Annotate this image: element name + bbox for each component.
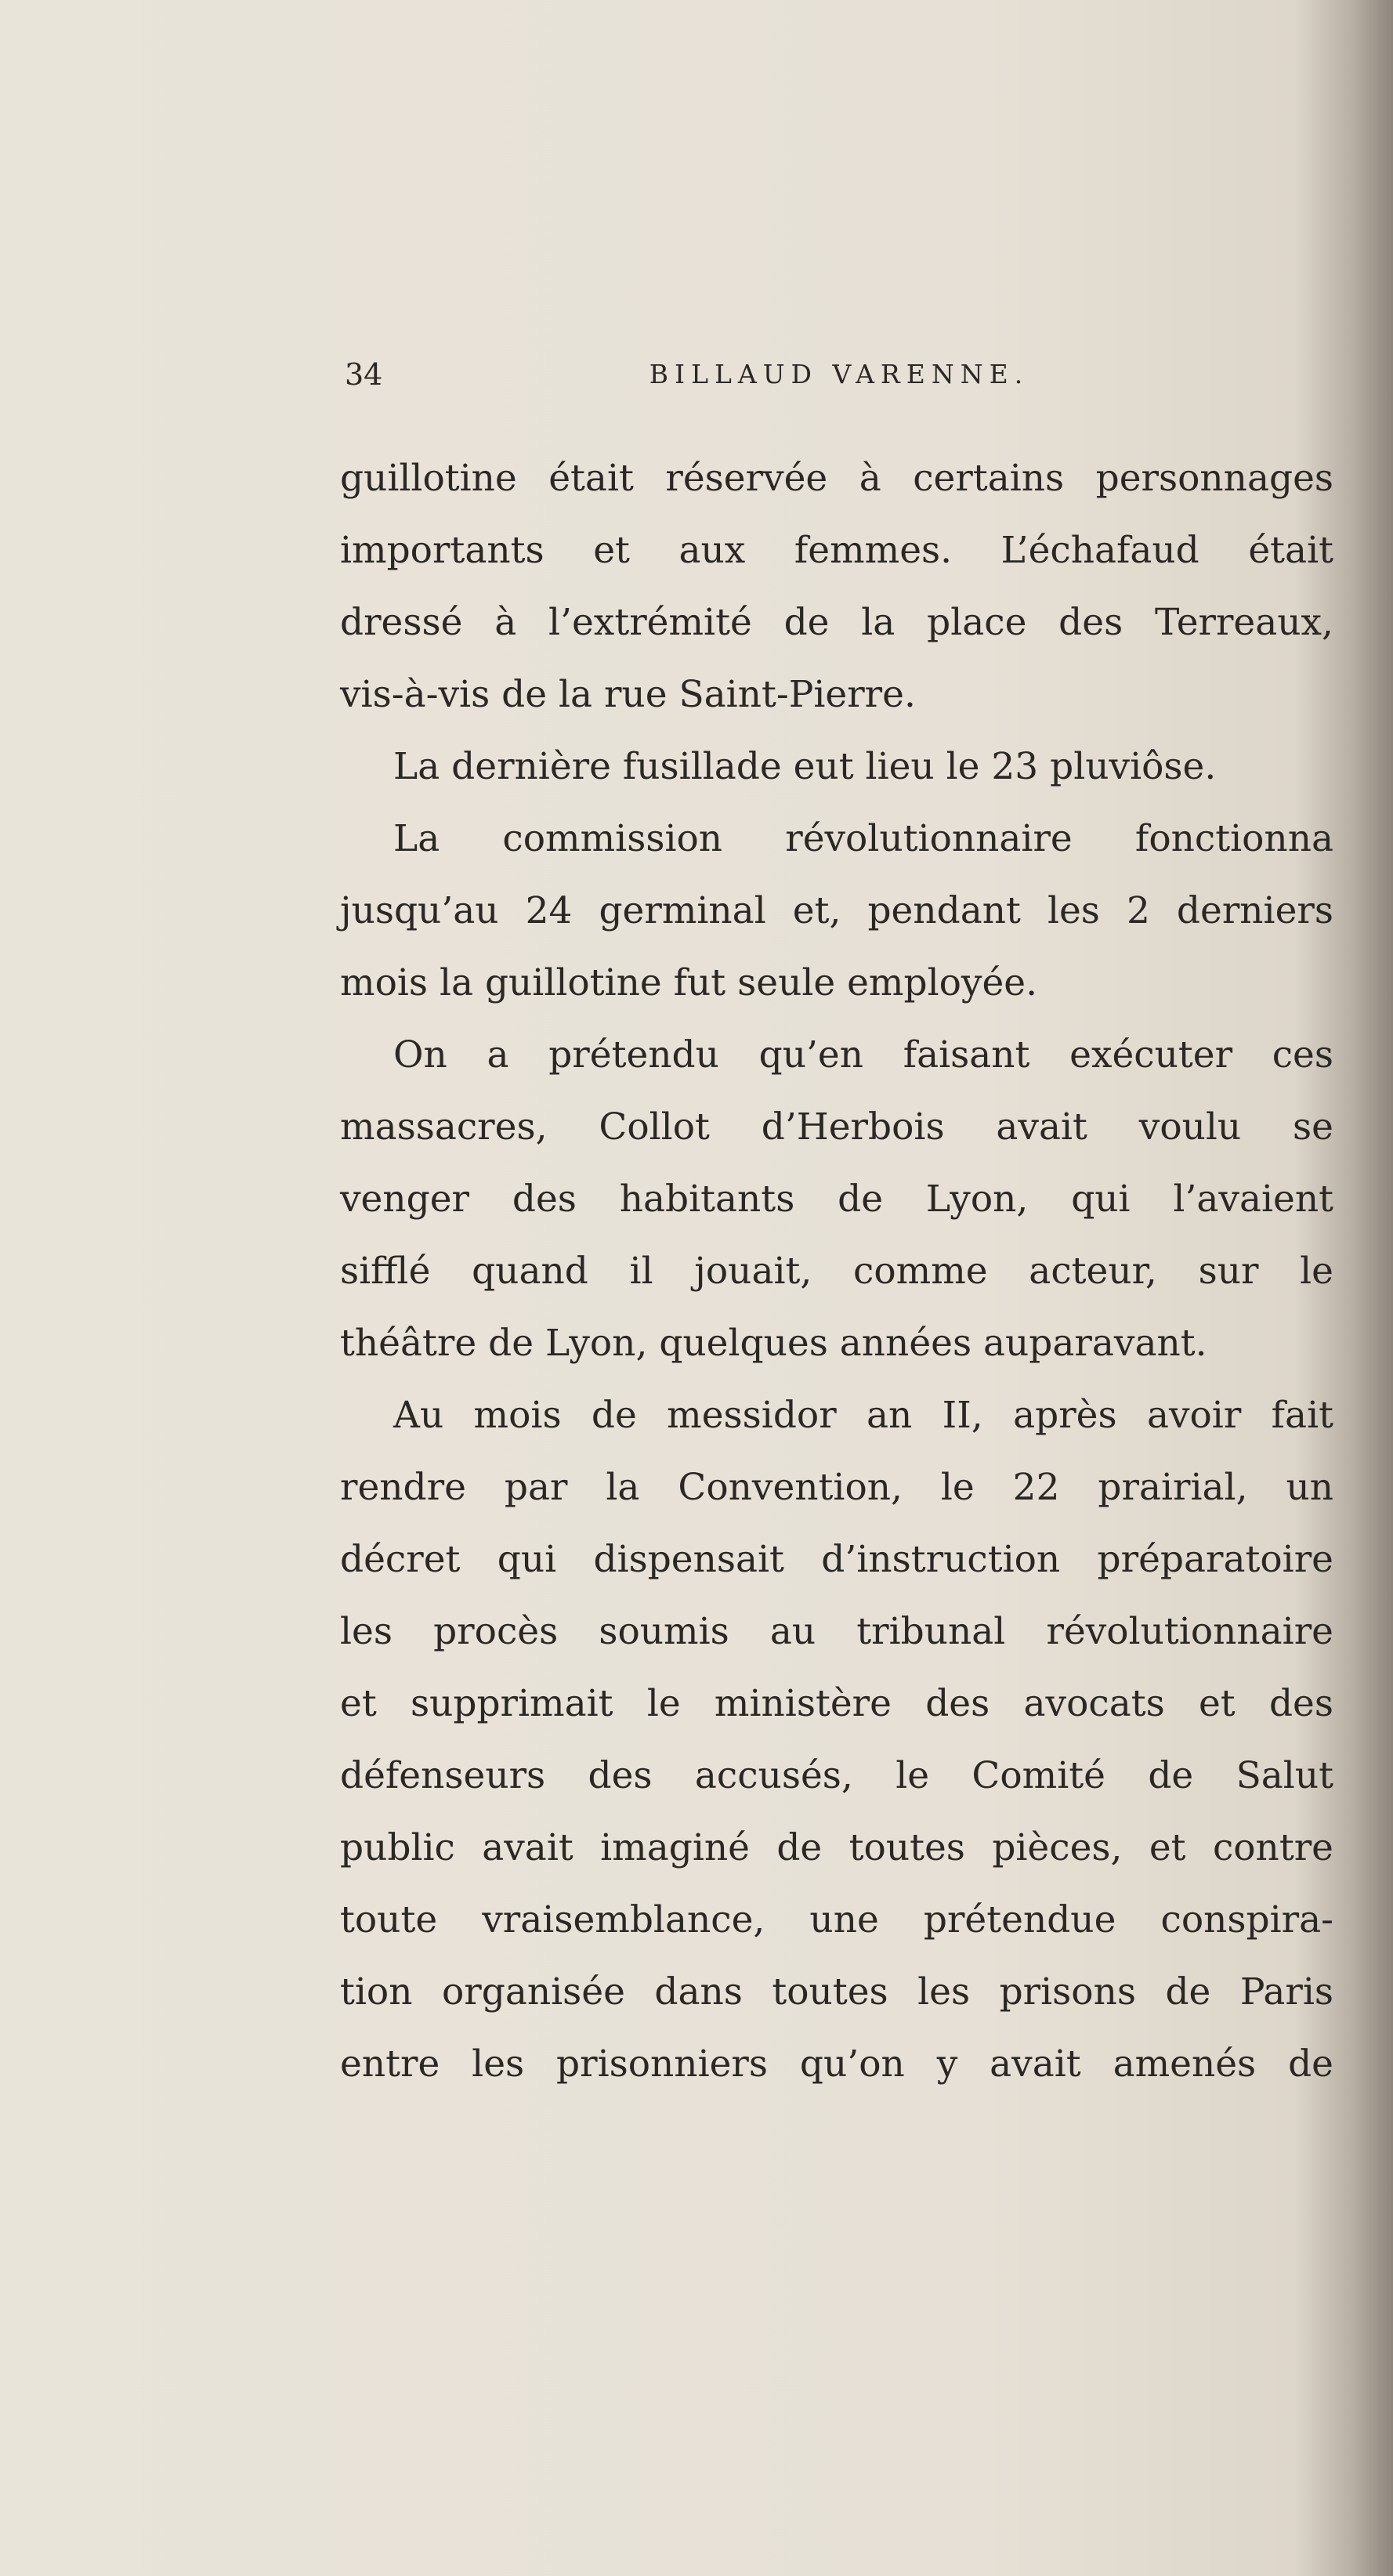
text-line: vis-à-vis de la rue Saint-Pierre. <box>340 673 916 716</box>
text-line: massacres, Collot d’Herbois avait voulu se <box>340 1105 1333 1149</box>
text-line: importants et aux femmes. L’échafaud était <box>340 529 1333 572</box>
text-line: et supprimait le ministère des avocats et des <box>340 1682 1333 1725</box>
text-line: jusqu’au 24 germinal et, pendant les 2 derniers <box>340 889 1333 932</box>
text-line: dressé à l’extrémité de la place des Terreaux, <box>340 601 1333 644</box>
text-line: les procès soumis au tribunal révolutionnaire <box>340 1610 1333 1653</box>
body-text <box>340 443 1333 2100</box>
text-line: La commission révolutionnaire fonctionna <box>393 817 1333 860</box>
text-line: sifflé quand il jouait, comme acteur, sur le <box>340 1250 1333 1293</box>
text-line: entre les prisonniers qu’on y avait amenés de <box>340 2042 1333 2086</box>
page-header <box>345 351 1333 398</box>
text-line: décret qui dispensait d’instruction préparatoire <box>340 1538 1333 1581</box>
text-line: rendre par la Convention, le 22 prairial, un <box>340 1466 1333 1509</box>
text-line: On a prétendu qu’en faisant exécuter ces <box>393 1033 1333 1076</box>
text-line: défenseurs des accusés, le Comité de Salut <box>340 1754 1333 1797</box>
text-line: La dernière fusillade eut lieu le 23 pluviôse. <box>393 745 1217 788</box>
text-line: tion organisée dans toutes les prisons de Paris <box>340 1970 1333 2013</box>
text-line: mois la guillotine fut seule employée. <box>340 961 1038 1004</box>
text-line: public avait imaginé de toutes pièces, et contre <box>340 1826 1333 1869</box>
page-number: 34 <box>345 357 383 392</box>
running-title: BILLAUD VARENNE. <box>649 359 1029 389</box>
text-line: toute vraisemblance, une prétendue conspira- <box>340 1898 1333 1941</box>
text-line: venger des habitants de Lyon, qui l’avaient <box>340 1178 1333 1221</box>
text-line: Au mois de messidor an II, après avoir fait <box>393 1394 1333 1437</box>
text-line: guillotine était réservée à certains personnages <box>340 457 1333 500</box>
text-line: théâtre de Lyon, quelques années auparavant. <box>340 1322 1207 1365</box>
